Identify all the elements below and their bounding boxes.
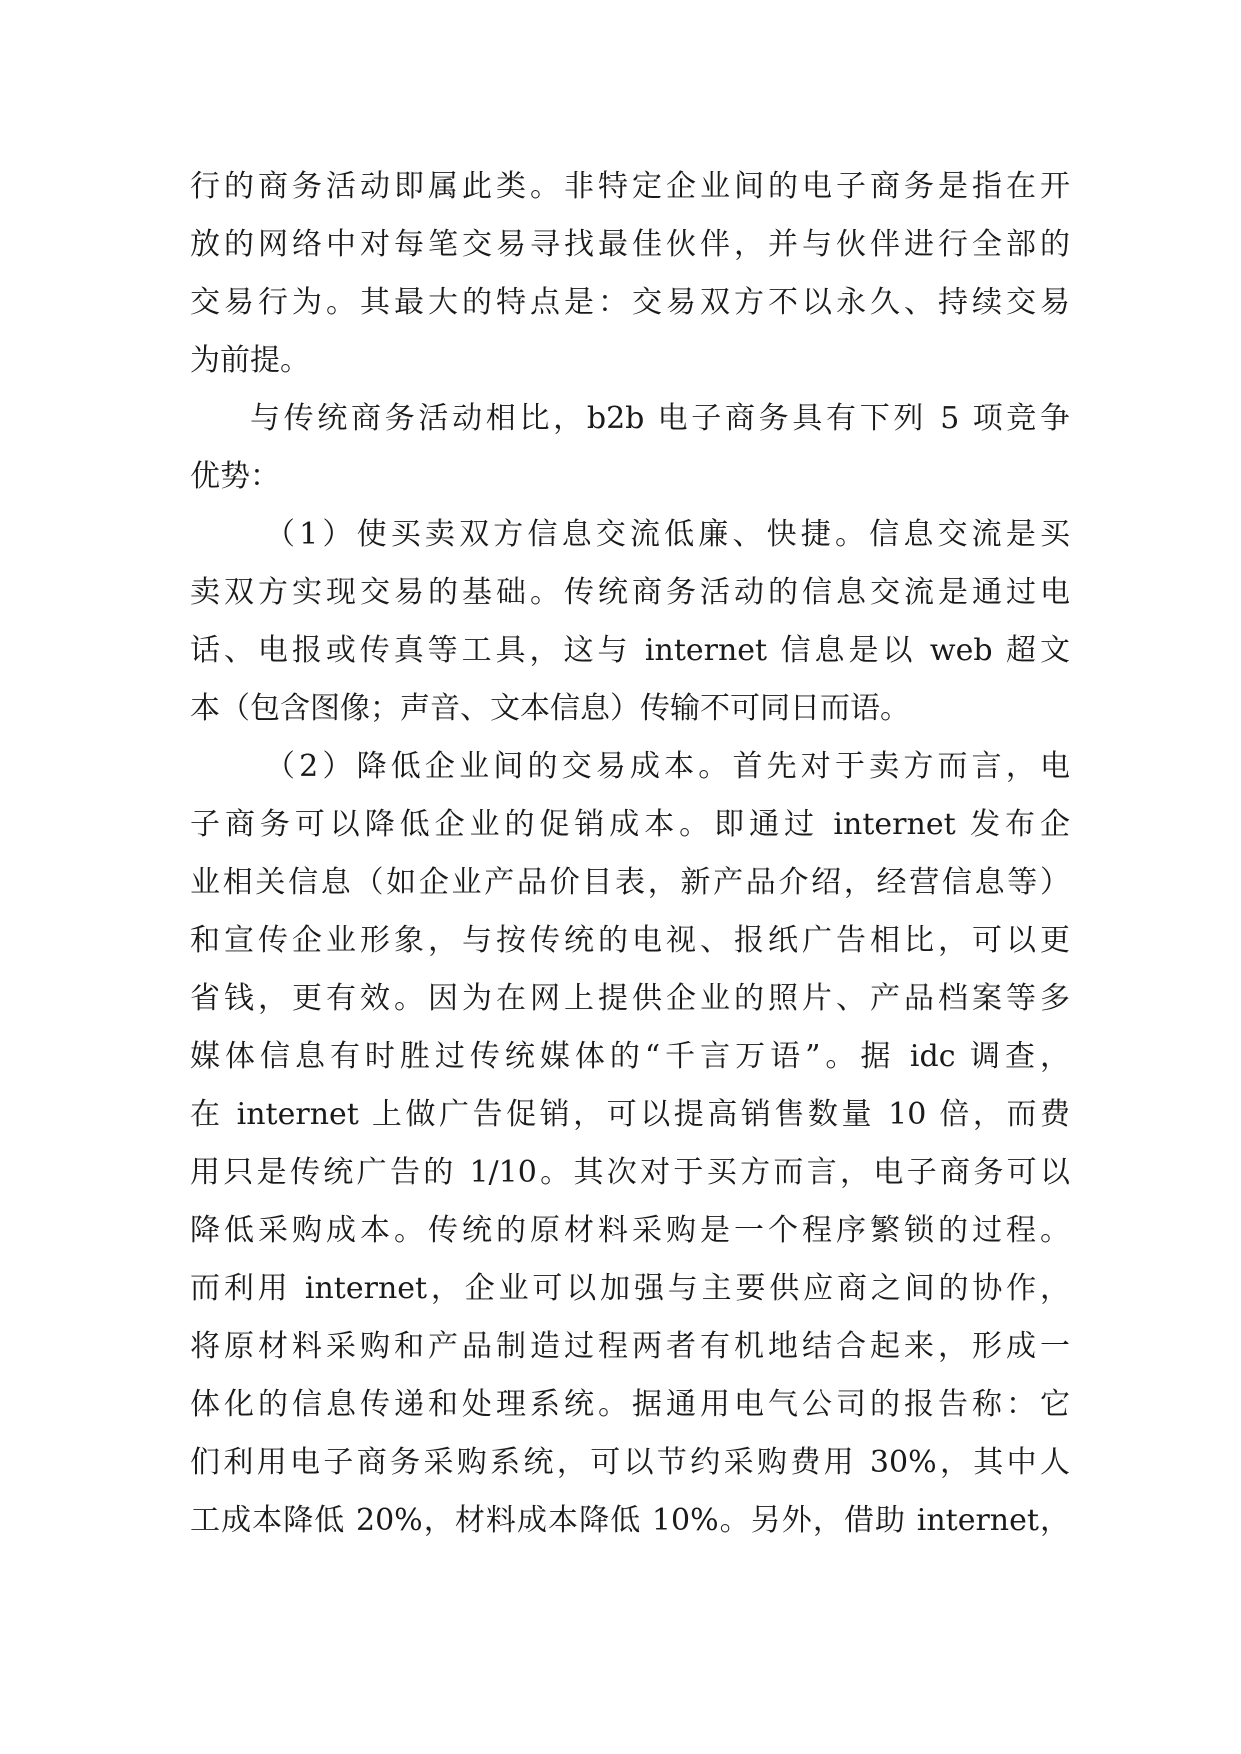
text-line: 省钱，更有效。因为在网上提供企业的照片、产品档案等多	[190, 981, 1070, 1016]
text-line: 为前提。	[190, 343, 310, 378]
text-line: 体化的信息传递和处理系统。据通用电气公司的报告称：它	[190, 1387, 1070, 1422]
text-line: 们利用电子商务采购系统，可以节约采购费用 30%，其中人	[190, 1445, 1070, 1480]
text-line: 和宣传企业形象，与按传统的电视、报纸广告相比，可以更	[190, 923, 1070, 958]
text-line: 放的网络中对每笔交易寻找最佳伙伴，并与伙伴进行全部的	[190, 227, 1070, 262]
text-line: 本（包含图像；声音、文本信息）传输不可同日而语。	[190, 691, 910, 726]
text-line: 与传统商务活动相比，b2b 电子商务具有下列 5 项竞争	[250, 401, 1070, 436]
text-line: 话、电报或传真等工具，这与 internet 信息是以 web 超文	[190, 633, 1070, 668]
text-line: 行的商务活动即属此类。非特定企业间的电子商务是指在开	[190, 169, 1070, 204]
text-line: 用只是传统广告的 1/10。其次对于买方而言，电子商务可以	[190, 1155, 1070, 1190]
text-line: 卖双方实现交易的基础。传统商务活动的信息交流是通过电	[190, 575, 1070, 610]
text-line: 而利用 internet，企业可以加强与主要供应商之间的协作，	[190, 1271, 1070, 1306]
text-line: （2）降低企业间的交易成本。首先对于卖方而言，电	[265, 749, 1070, 784]
text-line: 交易行为。其最大的特点是：交易双方不以永久、持续交易	[190, 285, 1070, 320]
body-text	[190, 158, 1070, 1550]
text-line: 子商务可以降低企业的促销成本。即通过 internet 发布企	[190, 807, 1070, 842]
text-line: 优势：	[190, 459, 280, 494]
text-line: 降低采购成本。传统的原材料采购是一个程序繁锁的过程。	[190, 1213, 1070, 1248]
text-line: 媒体信息有时胜过传统媒体的“千言万语”。据 idc 调查，	[190, 1039, 1070, 1074]
text-line: 将原材料采购和产品制造过程两者有机地结合起来，形成一	[190, 1329, 1070, 1364]
text-line: 工成本降低 20%，材料成本降低 10%。另外，借助 internet，	[190, 1503, 1070, 1538]
text-line: 在 internet 上做广告促销，可以提高销售数量 10 倍，而费	[190, 1097, 1070, 1132]
text-line: 业相关信息（如企业产品价目表，新产品介绍，经营信息等）	[190, 865, 1070, 900]
text-line: （1）使买卖双方信息交流低廉、快捷。信息交流是买	[265, 517, 1070, 552]
